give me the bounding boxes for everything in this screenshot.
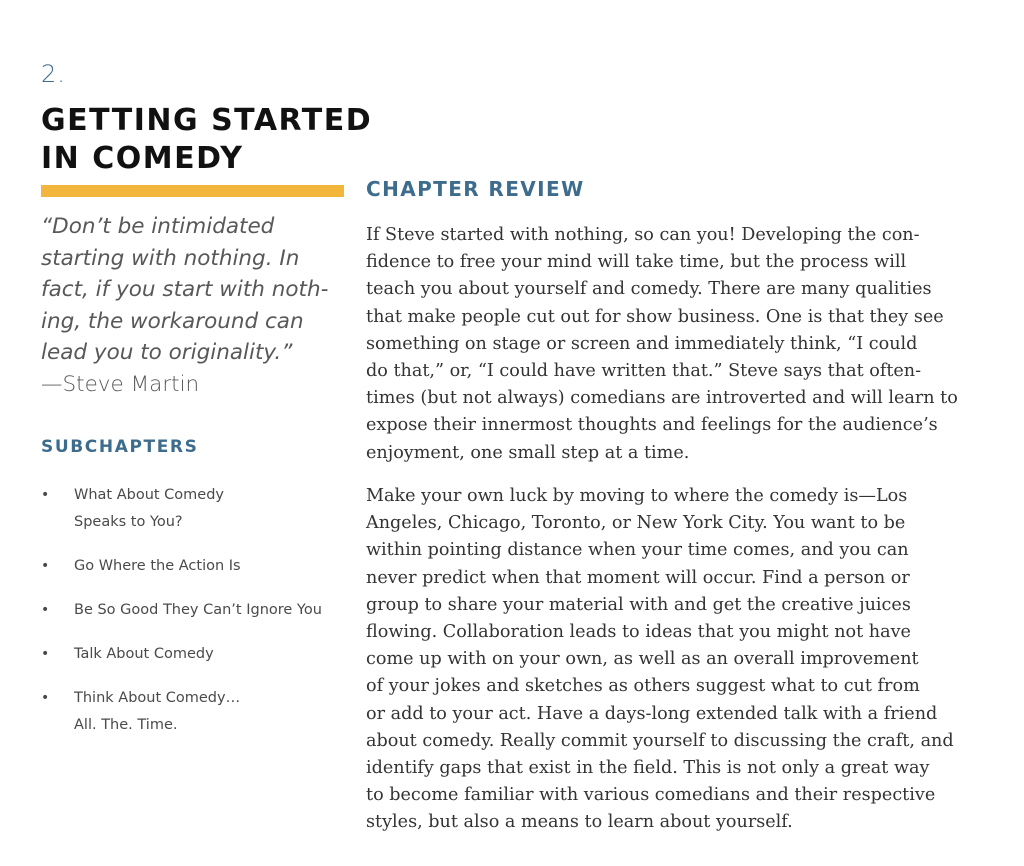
text-line: If Steve started with nothing, so can you! Developing the con- (366, 225, 920, 245)
text-line: flowing. Collaboration leads to ideas that you might not have (366, 622, 911, 643)
text-line: come up with on your own, as well as an overall improvement (366, 649, 919, 670)
quote-line: fact, if you start with noth- (41, 277, 329, 302)
quote-line: lead you to originality.” (41, 340, 293, 365)
subchapters-heading: SUBCHAPTERS (41, 437, 199, 457)
text-line: group to share your material with and get the creative juices (366, 594, 911, 615)
accent-bar (41, 185, 344, 197)
subchapter-label: Think About Comedy… (74, 690, 241, 706)
subchapter-list (41, 482, 351, 756)
text-line: times (but not always) comedians are introverted and will learn to (366, 388, 958, 409)
subchapter-item[interactable] (41, 553, 351, 580)
bullet-icon: • (41, 487, 50, 503)
subchapter-item[interactable] (41, 685, 351, 739)
text-line: Angeles, Chicago, Toronto, or New York City. You want to be (366, 513, 906, 534)
subchapter-label: Be So Good They Can’t Ignore You (74, 602, 322, 618)
subchapter-label: All. The. Time. (74, 717, 178, 733)
text-line: or add to your act. Have a days-long extended talk with a friend (366, 703, 938, 724)
chapter-review-heading: CHAPTER REVIEW (366, 177, 585, 201)
subchapter-item[interactable] (41, 482, 351, 536)
subchapter-item[interactable] (41, 597, 351, 624)
subchapter-item[interactable] (41, 641, 351, 668)
text-line: teach you about yourself and comedy. There are many qualities (366, 279, 932, 300)
text-line: within pointing distance when your time comes, and you can (366, 540, 909, 561)
bullet-icon: • (41, 558, 50, 574)
review-paragraph (366, 483, 1006, 837)
text-line: of your jokes and sketches as others suggest what to cut from (366, 676, 920, 697)
text-line: do that,” or, “I could have written that.” Steve says that often- (366, 361, 922, 382)
chapter-title: GETTING STARTED IN COMEDY (41, 103, 373, 176)
text-line: never predict when that moment will occur. Find a person or (366, 567, 910, 588)
bullet-icon: • (41, 646, 50, 662)
bullet-icon: • (41, 602, 50, 618)
text-line: Make your own luck by moving to where the comedy is—Los (366, 486, 908, 506)
text-line: fidence to free your mind will take time, but the process will (366, 252, 907, 273)
quote-line: starting with nothing. In (41, 245, 300, 271)
bullet-icon: • (41, 690, 50, 706)
quote-attribution: —Steve Martin (41, 371, 200, 397)
pull-quote (41, 211, 351, 400)
text-line: to become familiar with various comedians and their respective (366, 785, 936, 806)
subchapter-label: Speaks to You? (74, 514, 183, 530)
chapter-number: 2. (41, 60, 66, 88)
subchapter-label: Talk About Comedy (74, 646, 214, 662)
text-line: enjoyment, one small step at a time. (366, 442, 690, 463)
text-line: expose their innermost thoughts and feelings for the audience’s (366, 415, 938, 436)
quote-line: ing, the workaround can (41, 308, 304, 334)
text-line: something on stage or screen and immediately think, “I could (366, 333, 918, 354)
review-paragraph (366, 222, 1006, 467)
subchapter-label: Go Where the Action Is (74, 558, 241, 574)
text-line: about comedy. Really commit yourself to discussing the craft, and (366, 730, 954, 751)
subchapter-label: What About Comedy (74, 487, 225, 503)
text-line: that make people cut out for show business. One is that they see (366, 306, 944, 327)
text-line: styles, but also a means to learn about yourself. (366, 812, 793, 833)
quote-line: “Don’t be intimidated (41, 214, 275, 239)
text-line: identify gaps that exist in the field. This is not only a great way (366, 758, 930, 779)
